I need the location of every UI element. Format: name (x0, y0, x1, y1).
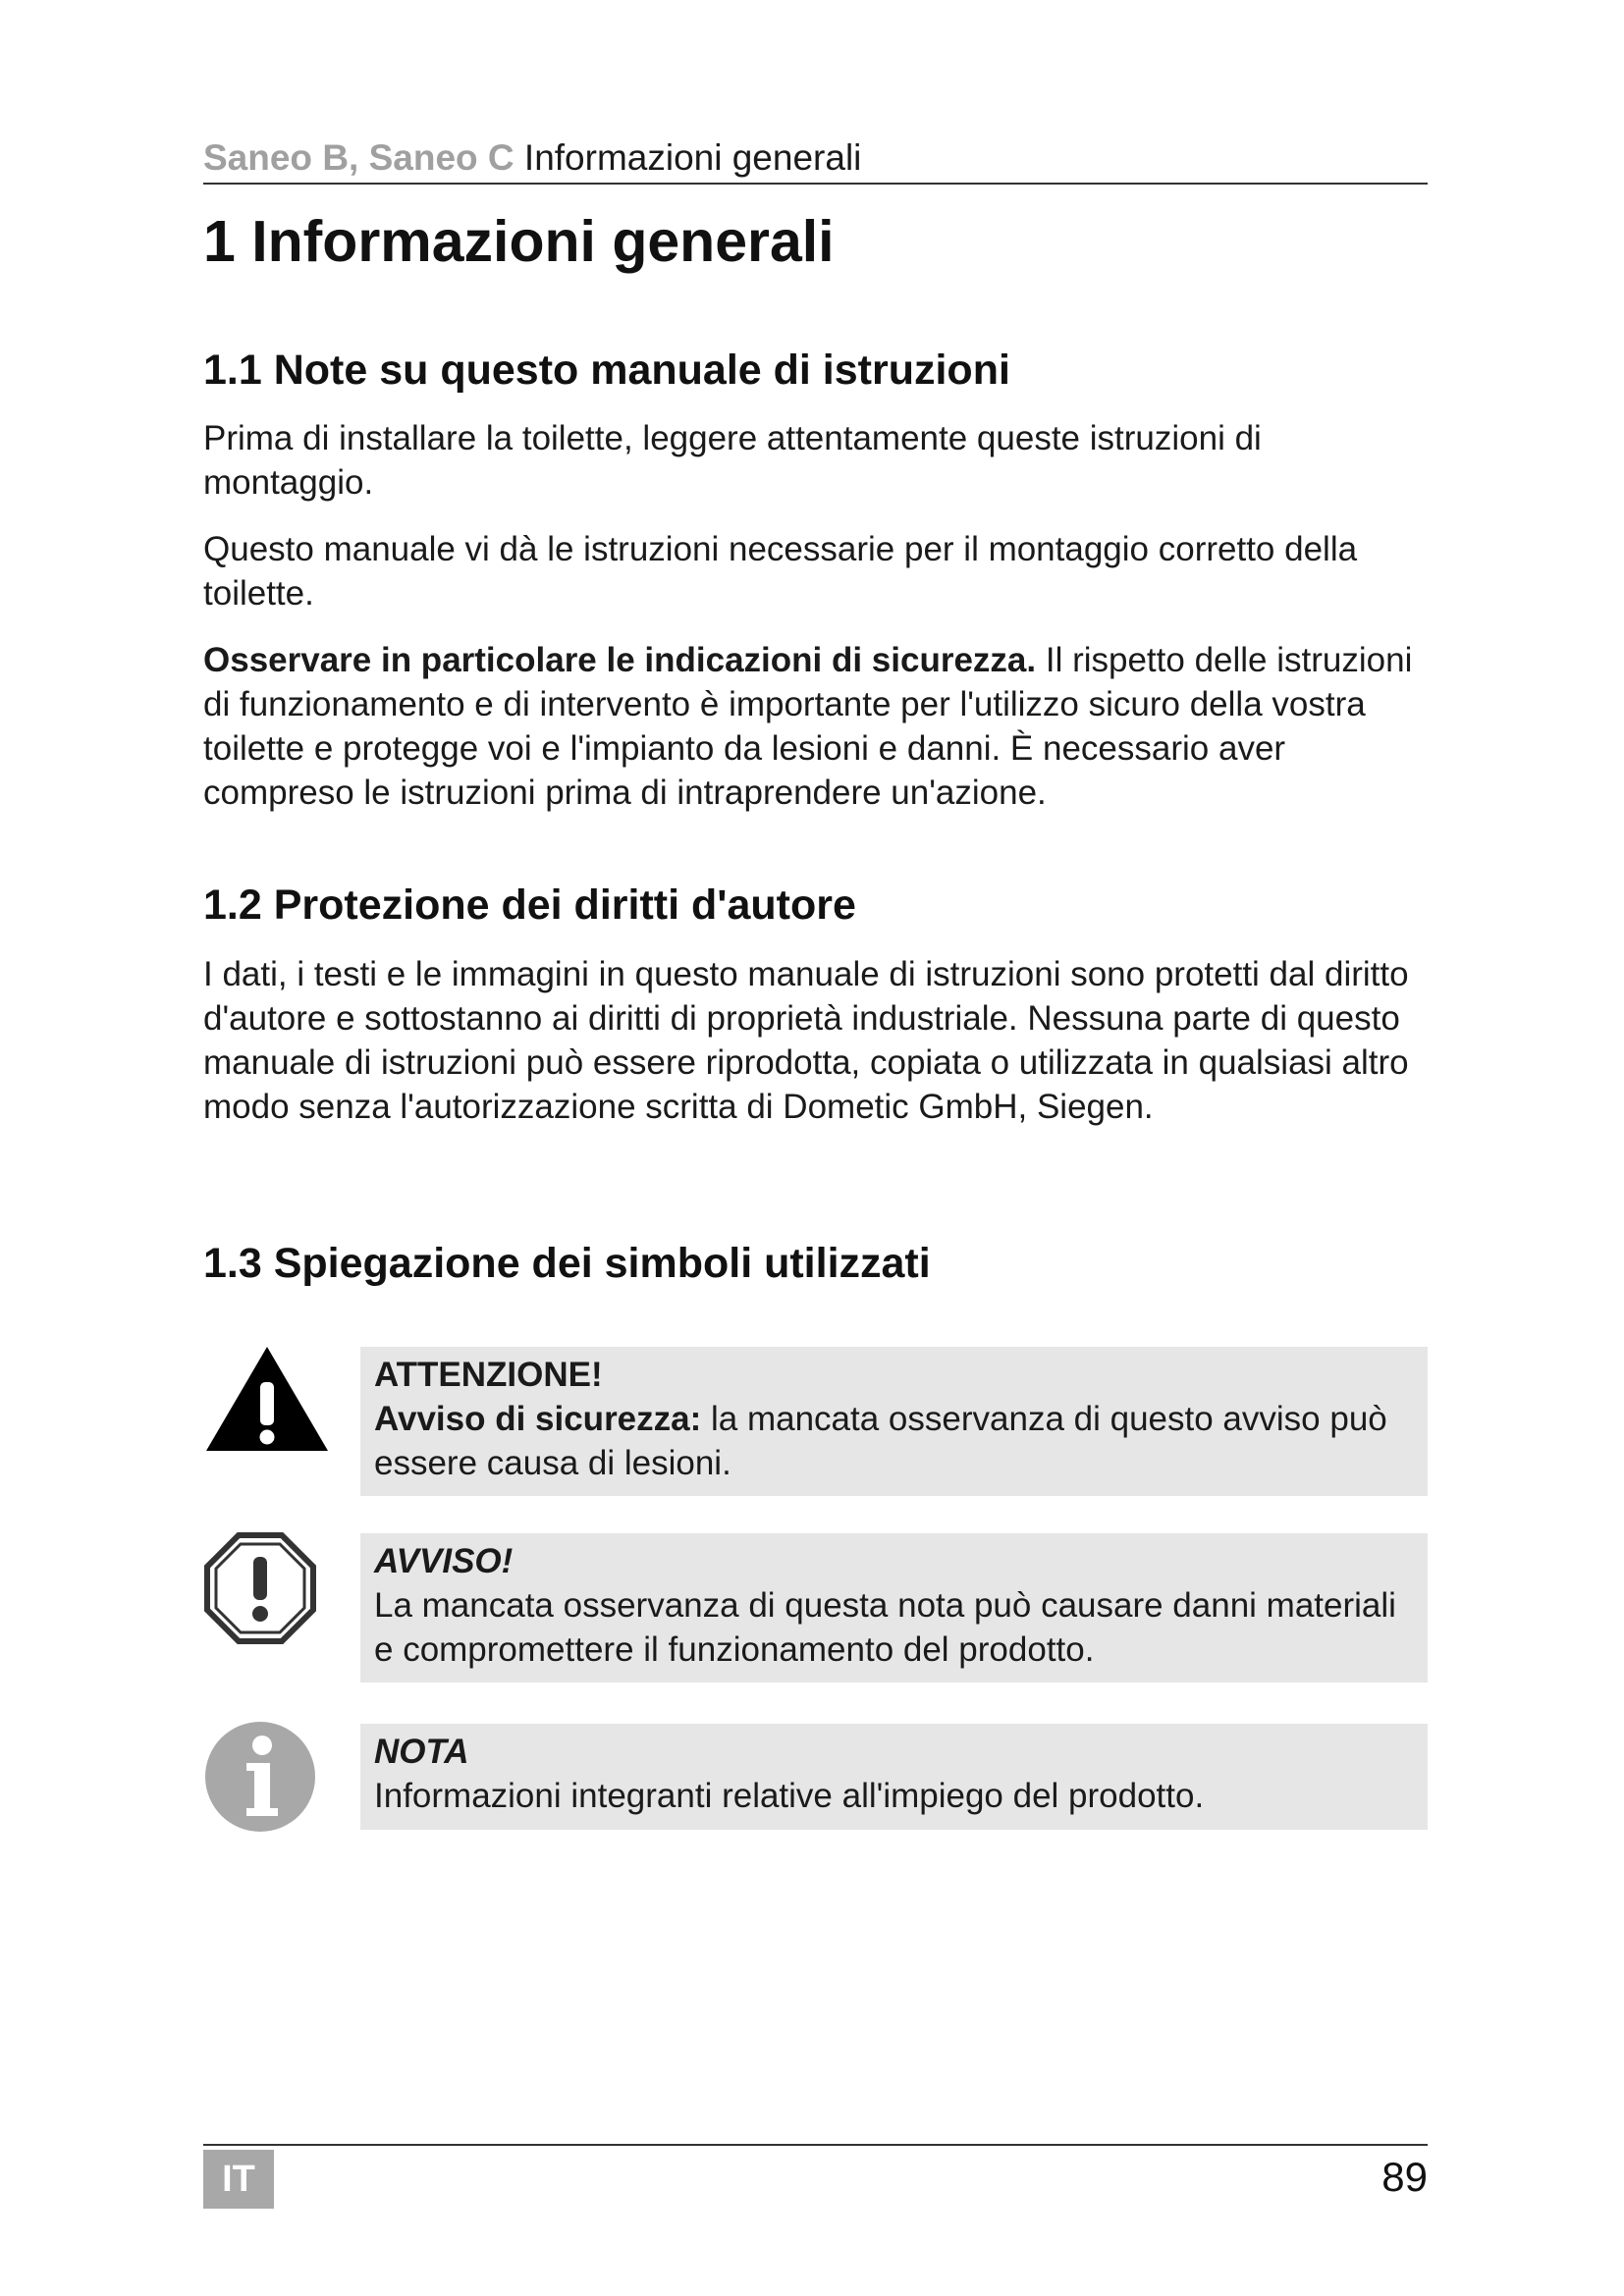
notice-label: AVVISO! (374, 1542, 514, 1580)
safety-emphasis: Osservare in particolare le indicazioni di sicurezza. (203, 641, 1037, 679)
paragraph-1-2: I dati, i testi e le immagini in questo manuale di istruzioni sono protetti dal diritto d'autore e sottostanno ai diritti di proprietà industriale. Nessuna parte di questo manuale di istruzioni può essere riprodotta, copiata o utilizzata in qualsiasi altro modo senza l'autorizzazione scritta di Dometic GmbH, Siegen. (203, 955, 1409, 1126)
warning-text-rest: la mancata osservanza di questo avviso può essere causa di lesioni. (374, 1400, 1387, 1482)
paragraph-1-1-b: Questo manuale vi dà le istruzioni necessarie per il montaggio corretto della toilette. (203, 530, 1358, 613)
notice-box (360, 1533, 1428, 1682)
section-heading-1-2: 1.2 Protezione dei diritti d'autore (203, 881, 856, 929)
page-title: 1 Informazioni generali (203, 209, 835, 274)
note-text: Informazioni integranti relative all'impiego del prodotto. (374, 1777, 1205, 1815)
info-circle-icon (203, 1720, 331, 1838)
note-box (360, 1724, 1428, 1830)
note-label: NOTA (374, 1733, 469, 1771)
footer-divider (203, 2144, 1428, 2146)
section-heading-1-3: 1.3 Spiegazione dei simboli utilizzati (203, 1240, 931, 1287)
page-number: 89 (1381, 2154, 1428, 2200)
warning-triangle-icon (203, 1343, 331, 1461)
running-header (203, 135, 1428, 185)
language-badge: IT (203, 2150, 274, 2209)
warning-text-bold: Avviso di sicurezza: (374, 1400, 702, 1438)
section-heading-1-1: 1.1 Note su questo manuale di istruzioni (203, 347, 1010, 394)
header-section: Informazioni generali (523, 137, 862, 178)
paragraph-1-1-c-rest: Il rispetto delle istruzioni di funzionamento e di intervento è importante per l'utilizzo sicuro della vostra toilette e protegge voi e l'impianto da lesioni e danni. È necessario aver compreso le istruzioni prima di intraprendere un'azione. (203, 641, 1413, 812)
notice-text: La mancata osservanza di questa nota può causare danni materiali e compromettere il funzionamento del prodotto. (374, 1586, 1396, 1669)
paragraph-1-1-a: Prima di installare la toilette, leggere attentamente queste istruzioni di montaggio. (203, 419, 1262, 502)
warning-box (360, 1347, 1428, 1496)
manual-page (203, 0, 1428, 2296)
warning-label: ATTENZIONE! (374, 1356, 603, 1394)
paragraph-1-1-c (203, 638, 1428, 815)
header-product: Saneo B, Saneo C (203, 137, 514, 178)
warning-text (374, 1400, 1387, 1482)
octagon-exclamation-icon (203, 1531, 331, 1649)
